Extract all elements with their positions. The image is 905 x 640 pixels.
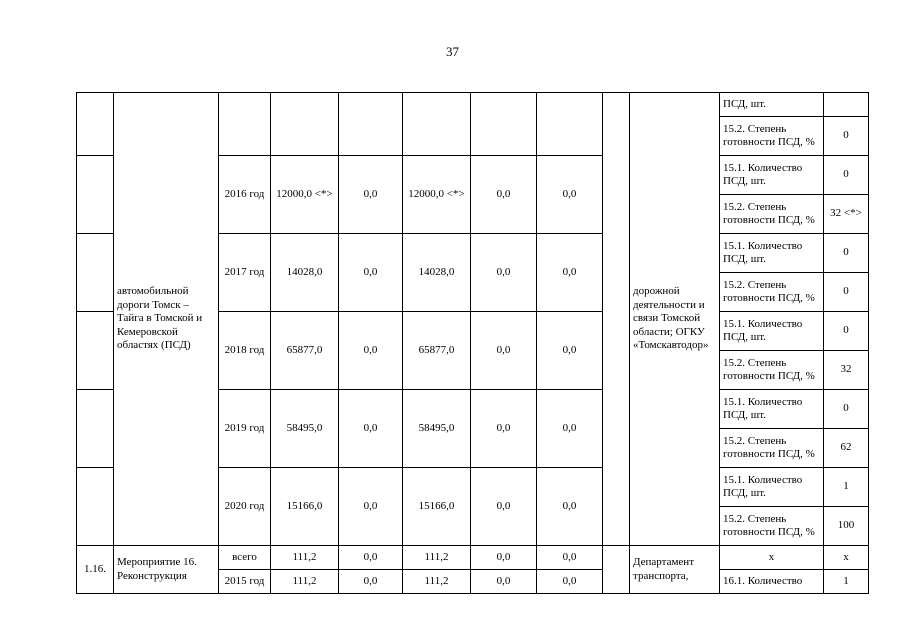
measure-name-cell: Мероприятие 16. Реконструкция — [114, 546, 219, 594]
regional-cell — [403, 93, 471, 156]
period-cell: всего — [219, 546, 271, 570]
number-cell — [77, 234, 114, 312]
number-cell — [77, 390, 114, 468]
other-cell: 0,0 — [537, 390, 603, 468]
number-cell — [77, 93, 114, 156]
indicator-value-cell: 1 — [824, 468, 869, 507]
executor-cell: Департамент транспорта, — [630, 546, 720, 594]
regional-cell: 58495,0 — [403, 390, 471, 468]
total-cell: 111,2 — [271, 546, 339, 570]
item-number-cell: 1.16. — [77, 546, 114, 594]
indicator-value-cell: 0 — [824, 312, 869, 351]
indicator-value-cell: 0 — [824, 390, 869, 429]
indicator-cell: 15.2. Степень готовности ПСД, % — [720, 429, 824, 468]
indicator-cell: 15.1. Количество ПСД, шт. — [720, 468, 824, 507]
indicator-value-cell: 32 <*> — [824, 195, 869, 234]
table-row — [77, 93, 869, 117]
indicator-value-cell: 0 — [824, 273, 869, 312]
federal-cell: 0,0 — [339, 312, 403, 390]
total-cell: 12000,0 <*> — [271, 156, 339, 234]
federal-cell: 0,0 — [339, 468, 403, 546]
other-cell: 0,0 — [537, 234, 603, 312]
federal-cell: 0,0 — [339, 156, 403, 234]
indicator-value-cell: x — [824, 546, 869, 570]
number-cell — [77, 312, 114, 390]
indicator-value-cell: 0 — [824, 156, 869, 195]
total-cell: 58495,0 — [271, 390, 339, 468]
local-cell — [471, 93, 537, 156]
indicator-value-cell: 62 — [824, 429, 869, 468]
federal-cell: 0,0 — [339, 390, 403, 468]
indicator-cell: 15.1. Количество ПСД, шт. — [720, 390, 824, 429]
executor-cell: дорожной деятельности и связи Томской области; ОГКУ «Томскавтодор» — [630, 93, 720, 546]
other-cell — [537, 93, 603, 156]
other-cell: 0,0 — [537, 312, 603, 390]
page-number: 37 — [446, 44, 459, 59]
period-cell: 2019 год — [219, 390, 271, 468]
federal-cell: 0,0 — [339, 234, 403, 312]
indicator-cell: 16.1. Количество — [720, 570, 824, 594]
indicator-value-cell: 32 — [824, 351, 869, 390]
local-cell: 0,0 — [471, 390, 537, 468]
indicator-cell: 15.2. Степень готовности ПСД, % — [720, 351, 824, 390]
other-cell: 0,0 — [537, 546, 603, 570]
total-cell — [271, 93, 339, 156]
regional-cell: 12000,0 <*> — [403, 156, 471, 234]
total-cell: 65877,0 — [271, 312, 339, 390]
period-cell: 2015 год — [219, 570, 271, 594]
program-table — [76, 92, 869, 594]
indicator-value-cell: 100 — [824, 507, 869, 546]
period-cell: 2020 год — [219, 468, 271, 546]
indicator-cell: ПСД, шт. — [720, 93, 824, 117]
total-cell: 111,2 — [271, 570, 339, 594]
indicator-value-cell: 0 — [824, 117, 869, 156]
local-cell: 0,0 — [471, 156, 537, 234]
regional-cell: 111,2 — [403, 570, 471, 594]
number-cell — [77, 156, 114, 234]
local-cell: 0,0 — [471, 546, 537, 570]
local-cell: 0,0 — [471, 468, 537, 546]
indicator-cell: 15.2. Степень готовности ПСД, % — [720, 273, 824, 312]
measure-name-cell: автомобильной дороги Томск – Тайга в Томской и Кемеровской областях (ПСД) — [114, 93, 219, 546]
table-row — [77, 546, 869, 570]
narrow-cell — [603, 546, 630, 594]
total-cell: 15166,0 — [271, 468, 339, 546]
narrow-cell — [603, 93, 630, 546]
regional-cell: 111,2 — [403, 546, 471, 570]
federal-cell: 0,0 — [339, 546, 403, 570]
regional-cell: 14028,0 — [403, 234, 471, 312]
indicator-cell: 15.1. Количество ПСД, шт. — [720, 156, 824, 195]
regional-cell: 65877,0 — [403, 312, 471, 390]
local-cell: 0,0 — [471, 312, 537, 390]
indicator-value-cell — [824, 93, 869, 117]
indicator-value-cell: 1 — [824, 570, 869, 594]
indicator-cell: 15.1. Количество ПСД, шт. — [720, 312, 824, 351]
federal-cell — [339, 93, 403, 156]
indicator-cell: 15.2. Степень готовности ПСД, % — [720, 507, 824, 546]
period-cell — [219, 93, 271, 156]
number-cell — [77, 468, 114, 546]
other-cell: 0,0 — [537, 468, 603, 546]
indicator-cell: 15.2. Степень готовности ПСД, % — [720, 195, 824, 234]
other-cell: 0,0 — [537, 156, 603, 234]
indicator-cell: x — [720, 546, 824, 570]
indicator-cell: 15.1. Количество ПСД, шт. — [720, 234, 824, 273]
local-cell: 0,0 — [471, 234, 537, 312]
indicator-value-cell: 0 — [824, 234, 869, 273]
other-cell: 0,0 — [537, 570, 603, 594]
indicator-cell: 15.2. Степень готовности ПСД, % — [720, 117, 824, 156]
period-cell: 2017 год — [219, 234, 271, 312]
federal-cell: 0,0 — [339, 570, 403, 594]
local-cell: 0,0 — [471, 570, 537, 594]
period-cell: 2018 год — [219, 312, 271, 390]
regional-cell: 15166,0 — [403, 468, 471, 546]
total-cell: 14028,0 — [271, 234, 339, 312]
period-cell: 2016 год — [219, 156, 271, 234]
